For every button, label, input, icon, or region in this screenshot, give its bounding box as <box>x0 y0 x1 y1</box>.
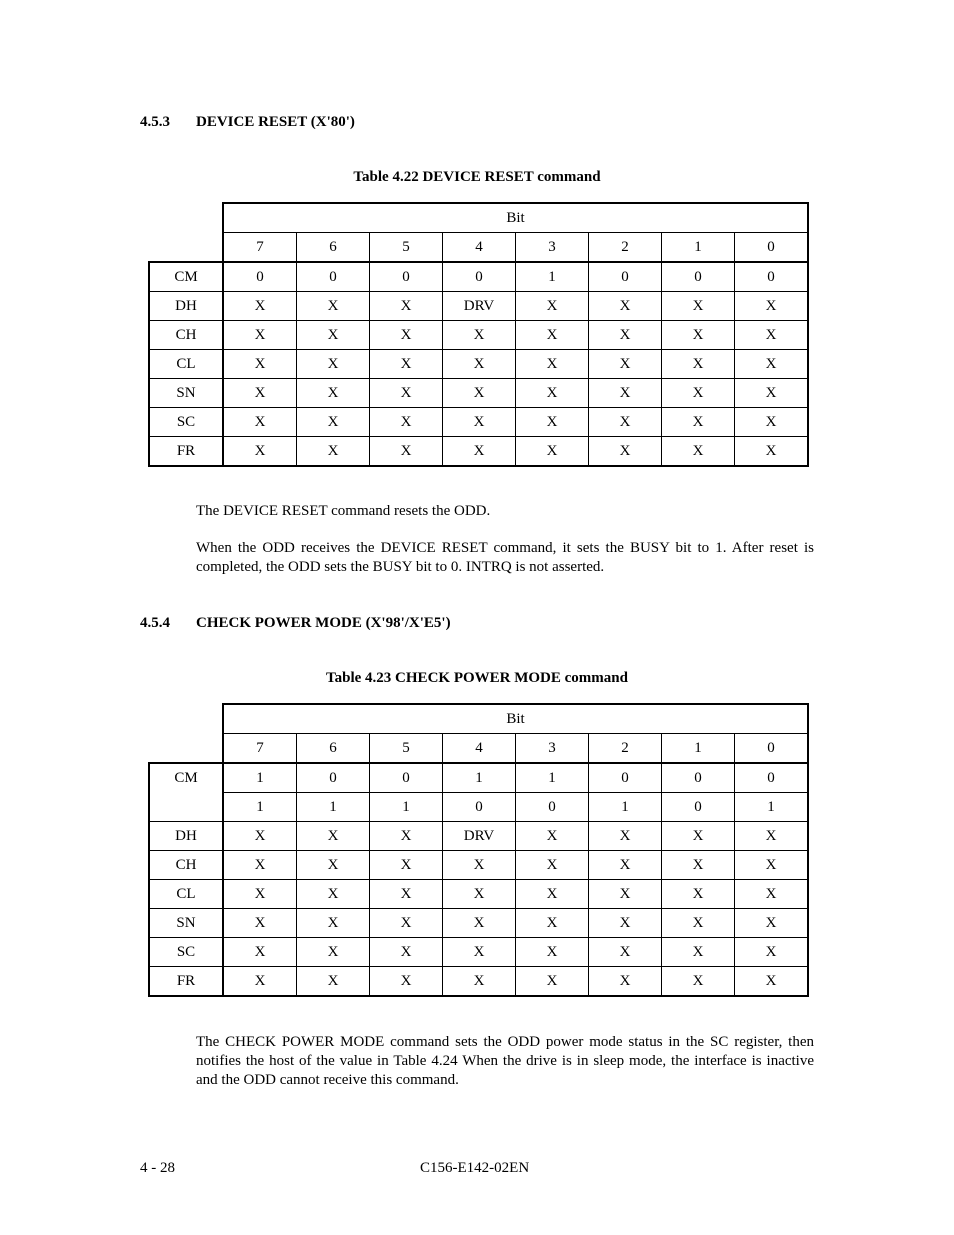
bit-cell: X <box>589 292 662 321</box>
bit-cell: X <box>662 938 735 967</box>
bit-number-row <box>149 233 808 263</box>
bit-cell: X <box>516 938 589 967</box>
bit-cell: 1 <box>516 262 589 292</box>
bit-cell: X <box>735 909 809 938</box>
bit-cell: X <box>297 880 370 909</box>
corner-blank <box>149 704 223 734</box>
bit-cell: X <box>443 851 516 880</box>
bit-cell: X <box>297 851 370 880</box>
bit-number: 4 <box>443 734 516 764</box>
bit-cell: 1 <box>516 763 589 793</box>
bit-cell: X <box>662 967 735 997</box>
check-power-mode-table <box>148 703 809 997</box>
bit-number: 0 <box>735 233 809 263</box>
bit-cell: X <box>443 938 516 967</box>
bit-cell: X <box>297 967 370 997</box>
bit-cell: X <box>516 350 589 379</box>
bit-number: 1 <box>662 233 735 263</box>
bit-cell: X <box>662 880 735 909</box>
bit-cell: DRV <box>443 822 516 851</box>
bit-cell: 0 <box>297 262 370 292</box>
bit-number: 6 <box>297 734 370 764</box>
bit-cell: X <box>223 292 297 321</box>
bit-cell: X <box>297 408 370 437</box>
register-label: CM <box>149 763 223 822</box>
bit-number: 0 <box>735 734 809 764</box>
bit-cell: 1 <box>223 793 297 822</box>
bit-cell: X <box>443 379 516 408</box>
bit-cell: X <box>297 909 370 938</box>
bit-cell: X <box>223 408 297 437</box>
register-label: DH <box>149 292 223 321</box>
bit-cell: X <box>370 909 443 938</box>
bit-cell: 0 <box>223 262 297 292</box>
bit-cell: X <box>370 967 443 997</box>
register-row <box>149 851 808 880</box>
corner-blank <box>149 233 223 263</box>
bit-cell: X <box>516 822 589 851</box>
bit-cell: X <box>370 851 443 880</box>
bit-cell: 1 <box>735 793 809 822</box>
bit-cell: X <box>443 909 516 938</box>
bit-cell: X <box>662 350 735 379</box>
register-row <box>149 262 808 292</box>
section-title: CHECK POWER MODE (X'98'/X'E5') <box>196 615 451 631</box>
paragraph-check-power-mode: The CHECK POWER MODE command sets the ODD power mode status in the SC register, then notifies the host of the value in Table 4.24 When the drive is in sleep mode, the interface is inactive and the ODD cannot receive this command. <box>196 1034 814 1088</box>
register-label: CL <box>149 350 223 379</box>
bit-cell: X <box>223 437 297 467</box>
bit-cell: X <box>223 822 297 851</box>
section-heading-4-5-4 <box>140 615 451 632</box>
paragraph-device-reset-busy: When the ODD receives the DEVICE RESET command, it sets the BUSY bit to 1. After reset is completed, the ODD sets the BUSY bit to 0. INTRQ is not asserted. <box>196 540 814 575</box>
bit-cell: 1 <box>443 763 516 793</box>
bit-cell: X <box>297 437 370 467</box>
bit-number: 7 <box>223 233 297 263</box>
section-number: 4.5.4 <box>140 615 170 631</box>
bit-number: 3 <box>516 734 589 764</box>
bit-number: 5 <box>370 734 443 764</box>
bit-number-row <box>149 734 808 764</box>
register-label: SC <box>149 938 223 967</box>
page-number: 4 - 28 <box>140 1160 175 1176</box>
bit-number: 4 <box>443 233 516 263</box>
register-row <box>149 379 808 408</box>
bit-cell: 1 <box>370 793 443 822</box>
bit-cell: X <box>662 292 735 321</box>
table-caption-4-22: Table 4.22 DEVICE RESET command <box>353 169 601 185</box>
bit-cell: X <box>735 851 809 880</box>
table-caption-4-23: Table 4.23 CHECK POWER MODE command <box>326 670 628 686</box>
bit-cell: X <box>662 437 735 467</box>
bit-cell: X <box>443 880 516 909</box>
bit-cell: 0 <box>589 763 662 793</box>
register-label: FR <box>149 967 223 997</box>
bit-cell: X <box>735 408 809 437</box>
bit-cell: X <box>516 880 589 909</box>
register-row <box>149 909 808 938</box>
section-title: DEVICE RESET (X'80') <box>196 114 355 130</box>
bit-cell: X <box>516 292 589 321</box>
bit-cell: X <box>589 880 662 909</box>
bit-cell: X <box>297 321 370 350</box>
bit-cell: X <box>662 408 735 437</box>
register-label: CL <box>149 880 223 909</box>
register-row <box>149 437 808 467</box>
document-id: C156-E142-02EN <box>420 1160 530 1176</box>
bit-cell: 1 <box>223 763 297 793</box>
section-number: 4.5.3 <box>140 114 170 130</box>
bit-cell: X <box>735 292 809 321</box>
bit-cell: 0 <box>735 262 809 292</box>
bit-number: 3 <box>516 233 589 263</box>
bit-cell: 0 <box>297 763 370 793</box>
bit-number: 7 <box>223 734 297 764</box>
corner-blank <box>149 734 223 764</box>
register-row <box>149 938 808 967</box>
register-row <box>149 822 808 851</box>
bit-cell: X <box>297 822 370 851</box>
register-row <box>149 350 808 379</box>
bit-cell: 0 <box>662 262 735 292</box>
device-reset-table <box>148 202 809 467</box>
register-label: CH <box>149 321 223 350</box>
bit-cell: X <box>370 292 443 321</box>
bit-cell: 1 <box>297 793 370 822</box>
bit-cell: X <box>443 967 516 997</box>
bit-cell: X <box>370 350 443 379</box>
bit-cell: X <box>662 909 735 938</box>
bit-number: 6 <box>297 233 370 263</box>
register-row <box>149 321 808 350</box>
register-row <box>149 880 808 909</box>
bit-cell: X <box>589 437 662 467</box>
bit-cell: 0 <box>735 763 809 793</box>
bit-cell: X <box>370 321 443 350</box>
bit-cell: X <box>735 350 809 379</box>
bit-header: Bit <box>223 704 808 734</box>
bit-cell: 0 <box>443 262 516 292</box>
bit-header: Bit <box>223 203 808 233</box>
bit-cell: X <box>516 408 589 437</box>
bit-number: 2 <box>589 734 662 764</box>
bit-cell: X <box>589 321 662 350</box>
bit-cell: X <box>297 938 370 967</box>
bit-cell: 0 <box>516 793 589 822</box>
register-label: SN <box>149 909 223 938</box>
bit-cell: X <box>516 321 589 350</box>
bit-cell: X <box>443 408 516 437</box>
bit-cell: X <box>662 822 735 851</box>
bit-cell: X <box>297 350 370 379</box>
bit-cell: X <box>516 909 589 938</box>
bit-cell: 0 <box>370 763 443 793</box>
bit-cell: X <box>589 408 662 437</box>
register-row <box>149 408 808 437</box>
bit-cell: X <box>589 851 662 880</box>
bit-cell: X <box>223 938 297 967</box>
bit-header-row <box>149 704 808 734</box>
register-label: CM <box>149 262 223 292</box>
bit-cell: X <box>589 909 662 938</box>
bit-cell: X <box>735 379 809 408</box>
bit-cell: X <box>662 851 735 880</box>
register-label: DH <box>149 822 223 851</box>
register-row <box>149 292 808 321</box>
bit-cell: X <box>370 437 443 467</box>
bit-cell: 0 <box>370 262 443 292</box>
bit-cell: 0 <box>589 262 662 292</box>
bit-number: 2 <box>589 233 662 263</box>
bit-cell: X <box>516 379 589 408</box>
register-row <box>149 763 808 793</box>
bit-cell: X <box>662 379 735 408</box>
bit-cell: X <box>443 437 516 467</box>
bit-cell: X <box>589 967 662 997</box>
bit-cell: X <box>516 967 589 997</box>
bit-cell: 0 <box>662 763 735 793</box>
bit-number: 5 <box>370 233 443 263</box>
bit-cell: X <box>589 350 662 379</box>
bit-cell: X <box>223 880 297 909</box>
bit-cell: X <box>589 822 662 851</box>
section-heading-4-5-3 <box>140 114 355 131</box>
register-label: CH <box>149 851 223 880</box>
bit-cell: DRV <box>443 292 516 321</box>
bit-cell: X <box>223 851 297 880</box>
bit-cell: X <box>370 822 443 851</box>
bit-cell: X <box>735 321 809 350</box>
register-label: FR <box>149 437 223 467</box>
register-row <box>149 793 808 822</box>
bit-cell: X <box>223 909 297 938</box>
bit-cell: X <box>370 938 443 967</box>
bit-cell: X <box>223 379 297 408</box>
bit-cell: X <box>735 822 809 851</box>
bit-header-row <box>149 203 808 233</box>
bit-cell: X <box>370 408 443 437</box>
bit-cell: X <box>735 437 809 467</box>
bit-cell: X <box>516 437 589 467</box>
bit-cell: 0 <box>662 793 735 822</box>
bit-cell: X <box>735 967 809 997</box>
bit-cell: X <box>589 379 662 408</box>
bit-number: 1 <box>662 734 735 764</box>
bit-cell: X <box>516 851 589 880</box>
corner-blank <box>149 203 223 233</box>
bit-cell: X <box>735 938 809 967</box>
bit-cell: 0 <box>443 793 516 822</box>
bit-cell: X <box>735 880 809 909</box>
bit-cell: X <box>662 321 735 350</box>
bit-cell: X <box>443 321 516 350</box>
bit-cell: X <box>297 379 370 408</box>
bit-cell: X <box>370 379 443 408</box>
bit-cell: X <box>223 967 297 997</box>
bit-cell: X <box>223 321 297 350</box>
bit-cell: X <box>223 350 297 379</box>
bit-cell: X <box>589 938 662 967</box>
bit-cell: X <box>443 350 516 379</box>
register-label: SN <box>149 379 223 408</box>
bit-cell: X <box>297 292 370 321</box>
paragraph-device-reset-intro: The DEVICE RESET command resets the ODD. <box>196 503 491 519</box>
register-label: SC <box>149 408 223 437</box>
register-row <box>149 967 808 997</box>
bit-cell: X <box>370 880 443 909</box>
bit-cell: 1 <box>589 793 662 822</box>
